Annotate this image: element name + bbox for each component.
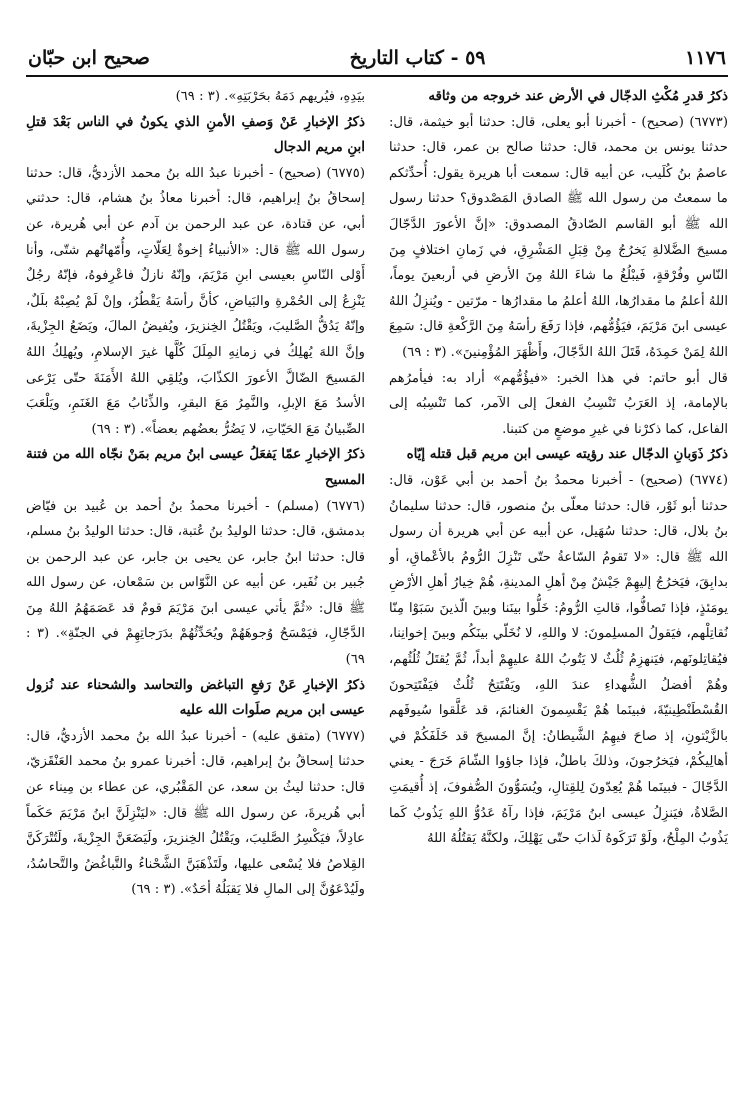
page-header <box>28 44 726 72</box>
book-title: صحيح ابن حبّان <box>28 47 150 69</box>
header-divider <box>26 75 728 77</box>
hadith-text: (٦٧٧٥) (صحيح) - أخبرنا عبدُ الله بنُ محمد الأزديُّ، قال: حدثنا إسحاقُ بنُ إبراهيم، قال: أخبرنا معاذُ بنُ هشام، قال: حدثني أبي، عن قتادة، عن عبد الرحمن بن آدم عن أبي هُريرة، عن رسول الله ﷺ قال: «الأنبياءُ إخوةٌ لِعَلّاتٍ، وأُمّهاتُهم شتّى، وأنا أَوْلى النّاسِ بعيسى ابنِ مَرْيَمَ، وإنّهُ نازلٌ فاعْرِفوهُ، فإنّهُ رجُلٌ يَنْزِعُ إلى الحُمْرةِ والبَياضِ، كأنَّ رأسَهُ يَقْطُرُ، وإنْ لَمْ يُصِبْهُ بلَلٌ، وإنّهُ يَدُقُّ الصَّليبَ، ويَقْتُلُ الخِنزيرَ، ويُفيضُ المالَ، ويَضَعُ الجِزْيةَ، وإنَّ اللهَ يُهلِكُ في زمانِهِ المِلَلَ كُلَّها غيرَ الإسلامِ، ويُهلِكُ اللهُ المَسيحَ الضّالَّ الأعورَ الكذّابَ، ويُلقِي اللهُ الأَمَنَةَ حتّى يَرْعى الأسدُ مَعَ الإبلِ، والنَّمِرُ مَعَ البقرِ، والذِّئابُ مَعَ الغَنَمِ، ويَلْعَبَ الصِّبيانُ مَعَ الحَيّاتِ، لا يَضُرُّ بعضُهم بعضاً». (٣ : ٦٩) <box>26 165 365 437</box>
hadith-text: (٦٧٧٦) (مسلم) - أخبرنا محمدُ بنُ أحمد بن عُبيد بن فيّاض بدمشق، قال: حدثنا الوليدُ بنُ عُتبة، قال: حدثنا الوليدُ بنُ مسلم، قال: حدثنا ابنُ جابر، عن يحيى بن جابر، عن عبد الرحمن بن جُبير بن نُفَير، عن أبيه عن النَّوّاس بن سَمْعان، عن رسول الله ﷺ قال: «ثُمَّ يأتي عيسى ابنَ مَرْيَمَ قومٌ قد عَصَمَهُمُ اللهُ مِنَ الدَّجّالِ، فيَمْسَحُ وُجوهَهُمْ ويُحَدِّثُهُمْ بدَرَجاتِهِمْ في الجنّةِ». (٣ : ٦٩) <box>26 498 365 668</box>
page-number: ١١٧٦ <box>685 47 726 69</box>
section-heading: ذكرُ الإخبارِ عَنْ رَفعِ التباغض والتحاسد والشحناء عند نُزول عيسى ابن مريم صلَوات الله عليه <box>26 676 365 719</box>
section-heading: ذكرُ ذَوَبانِ الدجّال عند رؤيته عيسى ابن مريم قبل قتله إيّاه <box>406 446 728 463</box>
commentary-text: قال أبو حاتم: في هذا الخبر: «فيؤُمُّهم» أراد به: فيأمرُهم بالإمامة، إذ العَرَبُ تَنْسِبُ الفعلَ إلى الآمر، كما تَنْسِبُه إلى الفاعل، كما ذكرْنا في غيرِ موضعٍ من كتبنا. <box>389 370 728 437</box>
left-column <box>26 84 365 1098</box>
text-columns <box>26 84 728 1098</box>
hadith-text: بيَدِهِ، فيُريهم دَمَهُ بحَرْبَتِهِ». (٣ : ٦٩) <box>175 89 365 104</box>
chapter-title: ٥٩ - كتاب التاريخ <box>349 47 486 69</box>
hadith-text: (٦٧٧٤) (صحيح) - أخبرنا محمدُ بنُ أحمد بن أبي عَوْن، قال: حدثنا أبو ثَوْر، قال: حدثنا معلّى بنُ منصور، قال: حدثنا سليمانُ بنُ بلال، قال: حدثنا سُهَيل، عن أبيه عن أبي هريرة أن رسول الله ﷺ قال: «لا تَقومُ السّاعةُ حتّى تَنْزِلَ الرُّومُ بالأعْماقِ، أو بدابِقَ، فيَخرُجُ إليهِمْ جَيْشٌ مِنْ أهلِ المدينةِ، هُمْ خِيارُ أهلِ الأرْضِ يومَئذٍ، فإذا تَصافُّوا، قالتِ الرُّومُ: خَلُّوا بينَنا وبينَ الّذينَ سَبَوْا مِنّا نُقاتِلْهم، فيَقولُ المسلِمونَ: لا واللهِ، لا نُخَلّي بينَكُم وبينَ إخوانِنا، فيُقاتِلونَهم، فيَنهزِمُ ثُلُثٌ لا يَتُوبُ اللهُ عليهِمْ أبداً، ثُمَّ يُقتَلُ ثُلُثُهم، وهُمْ أفضلُ الشُّهداءِ عندَ اللهِ، ويَفْتَتِحُ ثُلُثٌ فيَفْتَتِحونَ القُسْطَنْطِينيّةَ، فبينَما هُمْ يَقْسِمونَ الغنائمَ، قد عَلَّقوا سُيوفَهم بالزَّيْتونِ، إذ صاحَ فيهِمُ الشَّيطانُ: إنَّ المسيحَ قد خَلَفَكُمْ في أهالِيكُمْ، فيَخرُجونَ، وذلكَ باطلٌ، فإذا جاؤوا الشّامَ خَرَجَ - يعني الدَّجّالَ - فبينَما هُمْ يُعِدّونَ لِلقِتالِ، ويُسَوُّونَ الصُّفوفَ، إذ أُقيمَتِ الصَّلاةُ، فيَنزِلُ عيسى ابنُ مَرْيَمَ، فإذا رآهُ عَدُوُّ اللهِ يَذُوبُ كَما يَذُوبُ المِلْحُ، ولَوْ تَرَكَوهُ لَذابَ حتّى يَهْلِكَ، ولكنَّهُ يَقتُلُهُ اللهُ <box>389 472 728 847</box>
right-column <box>389 84 728 1098</box>
section-heading: ذكرُ الإخبارِ عمّا يَفعَلُ عيسى ابنُ مريم بمَنْ نجّاه الله من فتنة المسيح <box>26 446 365 488</box>
hadith-text: (٦٧٧٧) (متفق عليه) - أخبرنا عبدُ الله بنُ محمد الأزديُّ، قال: حدثنا إسحاقُ بنُ إبراهيم، قال: أخبرنا عمرو بنُ محمد العَنْقَزيّ، قال: حدثنا ليثُ بن سعد، عن المَقْبُري، عن عطاء بن مِيناء عن أبي هُريرةَ، عن رسول الله ﷺ قال: «ليَنْزِلَنَّ ابنُ مَرْيَمَ حَكَماً عادِلاً، فيَكْسِرُ الصَّليبَ، ويَقْتُلُ الخِنزيرَ، ولَيَضَعَنَّ الجِزْيةَ، ولَتُتْرَكَنَّ القِلاصُ فلا يُسْعى عليها، ولَتَذْهَبَنَّ الشَّحْناءُ والتَّباغُضُ والتَّحاسُدُ، ولَيُدْعَوُنَّ إلى المالِ فلا يَقبَلُهُ أحَدٌ». (٣ : ٦٩) <box>26 728 365 898</box>
section-heading: ذكرُ الإخبارِ عَنْ وَصفِ الأمنِ الذي يكونُ في الناس بَعْدَ قتلِ ابنِ مريم الدجال <box>26 113 365 156</box>
hadith-text: (٦٧٧٣) (صحيح) - أخبرنا أبو يعلى، قال: حدثنا أبو خيثمة، قال: حدثنا يونس بن محمد، قال: حدثنا صالح بن عمر، قال: حدثنا عاصمُ بنُ كُلَيب، عن أبيه قال: سمعت أبا هريرة يقول: أُحدِّثكم ما سمعتُ من رسول الله ﷺ الصادق المَصْدوق؟ حدثنا رسول الله ﷺ أبو القاسم الصّادقُ المصدوق: «إنَّ الأعورَ الدَّجّالَ مسيحَ الضَّلالةِ يَخرُجُ مِنْ قِبَلِ المَشْرِقِ، في زَمانِ اختلافٍ مِنَ النّاسِ وفُرْقةٍ، فَيبْلُغُ ما شاءَ اللهُ مِنَ الأرضِ في أربعينَ يوماً، اللهُ أعلمُ ما مقدارُها، اللهُ أعلمُ ما مقدارُها - مرّتين - ويُنزِلُ اللهُ عيسى ابنَ مَرْيَمَ، فيَؤُمُّهم، فإذا رَفَعَ رأسَهُ مِنَ الرَّكْعةِ قال: سَمِعَ اللهُ لِمَنْ حَمِدَهُ، قَتَلَ اللهُ الدَّجّالَ، وأَظْهَرَ المُؤْمِنينَ». (٣ : ٦٩) <box>389 114 728 360</box>
section-heading: ذكرُ قدرِ مُكْثِ الدجّال في الأرض عند خروجه من وثاقه <box>428 88 728 104</box>
